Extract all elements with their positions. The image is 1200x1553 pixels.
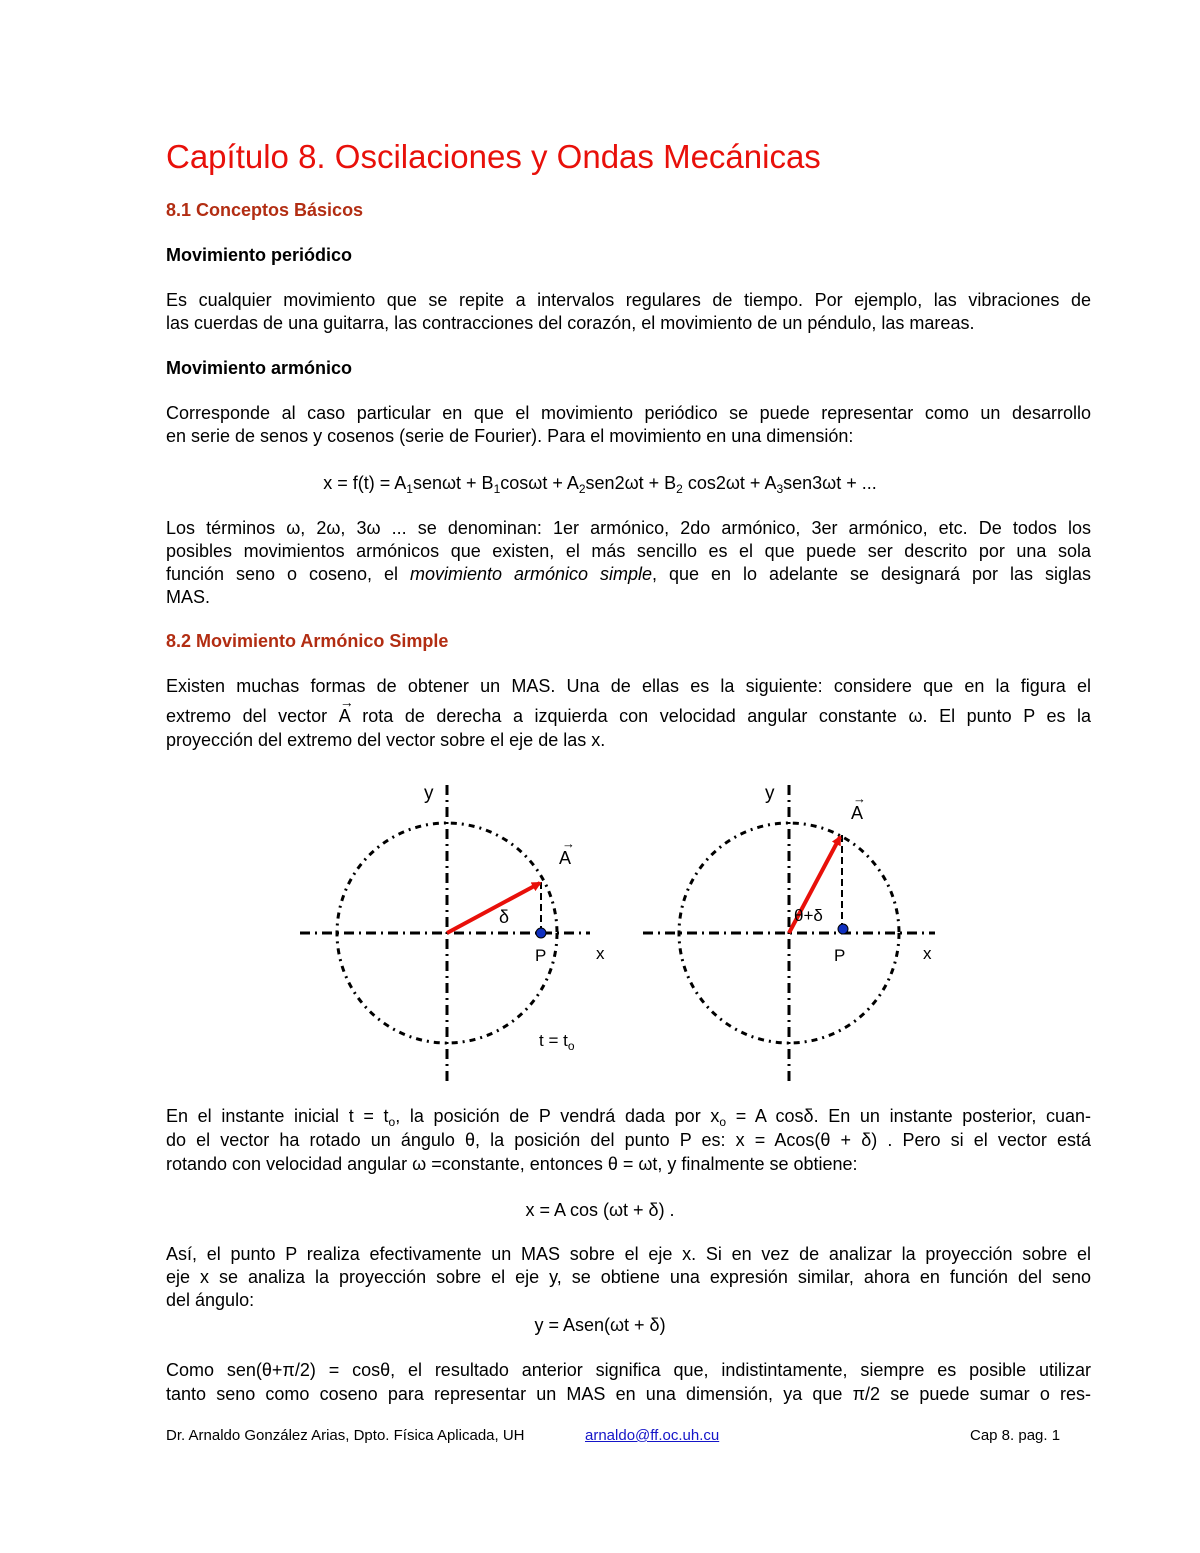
intro-text-line-1: Existen muchas formas de obtener un MAS. Una de ellas es la siguiente: considere que en la figura el (166, 676, 1091, 696)
terms-text-line-1: Los términos ω, 2ω, 3ω ... se denominan: 1er armónico, 2do armónico, 3er armónico, etc. De todos los (166, 518, 1091, 538)
vector-a-symbol: → A (338, 694, 354, 726)
instant-text-line-1: En el instante inicial $t = t_o$, la posición de P vendrá dada por $x_o = A$ cosδ. En un instante posterior, cuan- (166, 1106, 1091, 1129)
right-vector-arrow-glyph: → (853, 791, 866, 806)
left-point-p (536, 928, 546, 938)
equation-x: x = A cos (ωt + δ) . (525, 1200, 675, 1220)
terms-text-line-2: posibles movimientos armónicos que existen, el más sencillo es el que puede ser descrito por una sola (166, 541, 1091, 561)
como-text-line-2: tanto seno como coseno para representar un MAS en una dimensión, ya que π/2 se puede sumar o res- (166, 1384, 1091, 1404)
como-text-line-1: Como sen(θ+π/2) = cosθ, el resultado anterior significa que, indistintamente, siempre es posible utilizar (166, 1360, 1091, 1380)
fourier-equation: $x = f(t) = A_1sen\omega t + B_1\cos\omega t + A_2sen2\omega t + B_2$ $\cos 2\omega t + A_3sen3\omega t$ + ... (323, 473, 877, 496)
right-diagram (643, 783, 935, 1082)
section-8-1-heading: 8.1 Conceptos Básicos (166, 200, 364, 220)
asi-text-line-1: Así, el punto P realiza efectivamente un MAS sobre el eje x. Si en vez de analizar la proyección sobre el (166, 1244, 1091, 1264)
intro-text-line-3: proyección del extremo del vector sobre el eje de las x. (166, 730, 606, 750)
instant-text-line-3: rotando con velocidad angular ω =constante, entonces θ = ωt, y finalmente se obtiene: (166, 1154, 858, 1174)
right-y-label: y (765, 783, 775, 804)
right-p-label: P (834, 946, 846, 965)
footer-author: Dr. Arnaldo González Arias, Dpto. Física Aplicada, UH (166, 1427, 525, 1444)
mas-italic-term: movimiento armónico simple (410, 564, 653, 584)
periodic-text-line-2: las cuerdas de una guitarra, las contracciones del corazón, el movimiento de un péndulo, las mareas. (166, 313, 975, 333)
harmonic-text-line-1: Corresponde al caso particular en que el movimiento periódico se puede representar como un desarrollo (166, 403, 1091, 423)
right-x-label: x (923, 944, 932, 963)
periodic-motion-heading: Movimiento periódico (166, 245, 353, 265)
right-point-p (838, 924, 848, 934)
equation-y: y = Asen(ωt + δ) (534, 1315, 666, 1335)
mas-vector-figure (0, 760, 1200, 1100)
intro-text-line-2: extremo del vector → A rota de derecha a izquierda con velocidad angular constante ω. El punto P es la (166, 694, 1092, 726)
harmonic-text-line-2: en serie de senos y cosenos (serie de Fourier). Para el movimiento en una dimensión: (166, 426, 854, 446)
right-vector-label: A (851, 803, 864, 823)
left-angle-label: δ (499, 907, 510, 927)
instant-text-line-2: do el vector ha rotado un ángulo θ, la posición del punto P es: x = Acos(θ + δ) . Pero si el vector está (166, 1130, 1091, 1150)
periodic-text-line-1: Es cualquier movimiento que se repite a intervalos regulares de tiempo. Por ejemplo, las vibraciones de (166, 290, 1091, 310)
section-8-2-heading: 8.2 Movimiento Armónico Simple (166, 631, 449, 651)
terms-text-line-4: MAS. (166, 587, 211, 607)
right-angle-label: θ+δ (794, 906, 823, 925)
left-time-label: $t = t_o$ (539, 1031, 575, 1053)
harmonic-motion-heading: Movimiento armónico (166, 358, 353, 378)
footer-page-number: Cap 8. pag. 1 (970, 1427, 1061, 1444)
asi-text-line-3: del ángulo: (166, 1290, 255, 1310)
footer-email-link[interactable]: arnaldo@ff.oc.uh.cu (585, 1427, 720, 1444)
left-vector-arrow (447, 883, 540, 933)
left-vector-label: A (559, 848, 572, 868)
left-p-label: P (535, 946, 547, 965)
asi-text-line-2: eje x se analiza la proyección sobre el eje y, se obtiene una expresión similar, ahora en función del seno (166, 1267, 1091, 1287)
left-vector-arrow-glyph: → (562, 836, 575, 851)
terms-text-line-3: función seno o coseno, el movimiento armónico simple, que en lo adelante se designará por las siglas (166, 564, 1091, 584)
left-y-label: y (424, 783, 434, 804)
chapter-title: Capítulo 8. Oscilaciones y Ondas Mecánicas (166, 138, 821, 175)
left-diagram (300, 783, 605, 1082)
left-x-label: x (596, 944, 605, 963)
